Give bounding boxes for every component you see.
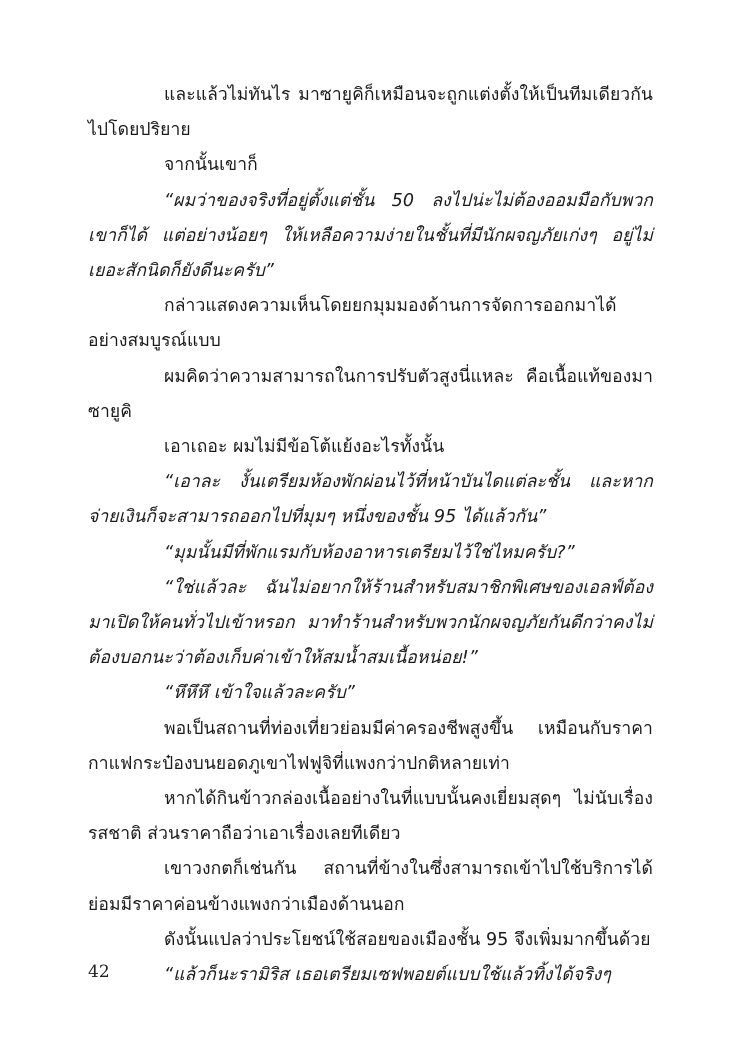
paragraph-3: กล่าวแสดงความเห็นโดยยกมุมมองด้านการจัดการออกมาได้อย่างสมบูรณ์แบบ <box>88 296 617 352</box>
dialogue-5: “หึหึหึ เข้าใจแล้วละครับ” <box>164 683 355 704</box>
paragraph-1: และแล้วไม่ทันไร มาซายูคิก็เหมือนจะถูกแต่งตั้งให้เป็นทีมเดียวกันไปโดยปริยาย <box>88 85 653 141</box>
body-text <box>88 78 653 993</box>
dialogue-2: “เอาละ งั้นเตรียมห้องพักผ่อนไว้ที่หน้าบันไดแต่ละชั้น และหากจ่ายเงินก็จะสามารถออกไปที่มุมๆ หนึ่งของชั้น 95 ได้แล้วกัน” <box>88 472 653 528</box>
paragraph-2: จากนั้นเขาก็ <box>164 155 258 176</box>
dialogue-3: “มุมนั้นมีที่พักแรมกับห้องอาหารเตรียมไว้ใช่ไหมครับ?” <box>164 542 575 563</box>
paragraph-6: พอเป็นสถานที่ท่องเที่ยวย่อมมีค่าครองชีพสูงขึ้น เหมือนกับราคากาแฟกระป๋องบนยอดภูเขาไฟฟูจิที่แพงกว่าปกติหลายเท่า <box>88 718 653 774</box>
paragraph-4: ผมคิดว่าความสามารถในการปรับตัวสูงนี่แหละ คือเนื้อแท้ของมาซายูคิ <box>88 366 653 422</box>
dialogue-1: “ผมว่าของจริงที่อยู่ตั้งแต่ชั้น 50 ลงไปน่ะไม่ต้องออมมือกับพวกเขาก็ได้ แต่อย่างน้อยๆ ให้เหลือความง่ายในชั้นที่มีนักผจญภัยเก่งๆ อยู่ไม่เยอะสักนิดก็ยังดีนะครับ” <box>88 190 653 282</box>
paragraph-7: หากได้กินข้าวกล่องเนื้ออย่างในที่แบบนั้นคงเยี่ยมสุดๆ ไม่นับเรื่องรสชาติ ส่วนราคาถือว่าเอาเรื่องเลยทีเดียว <box>88 789 653 845</box>
paragraph-8: เขาวงกตก็เช่นกัน สถานที่ข้างในซึ่งสามารถเข้าไปใช้บริการได้ย่อมมีราคาค่อนข้างแพงกว่าเมืองด้านนอก <box>88 859 653 915</box>
paragraph-5: เอาเถอะ ผมไม่มีข้อโต้แย้งอะไรทั้งนั้น <box>164 437 445 458</box>
dialogue-6: “แล้วก็นะรามิริส เธอเตรียมเซฟพอยต์แบบใช้แล้วทิ้งได้จริงๆ <box>164 965 611 986</box>
page-number: 42 <box>88 962 110 982</box>
dialogue-4: “ใช่แล้วละ ฉันไม่อยากให้ร้านสำหรับสมาชิกพิเศษของเอลฟ์ต้องมาเปิดให้คนทั่วไปเข้าหรอก มาทำร้านสำหรับพวกนักผจญภัยกันดีกว่าคงไม่ต้องบอกนะว่าต้องเก็บค่าเข้าให้สมน้ำสมเนื้อหน่อย!” <box>88 577 653 669</box>
paragraph-9: ดังนั้นแปลว่าประโยชน์ใช้สอยของเมืองชั้น 95 จึงเพิ่มมากขึ้นด้วย <box>164 929 651 950</box>
